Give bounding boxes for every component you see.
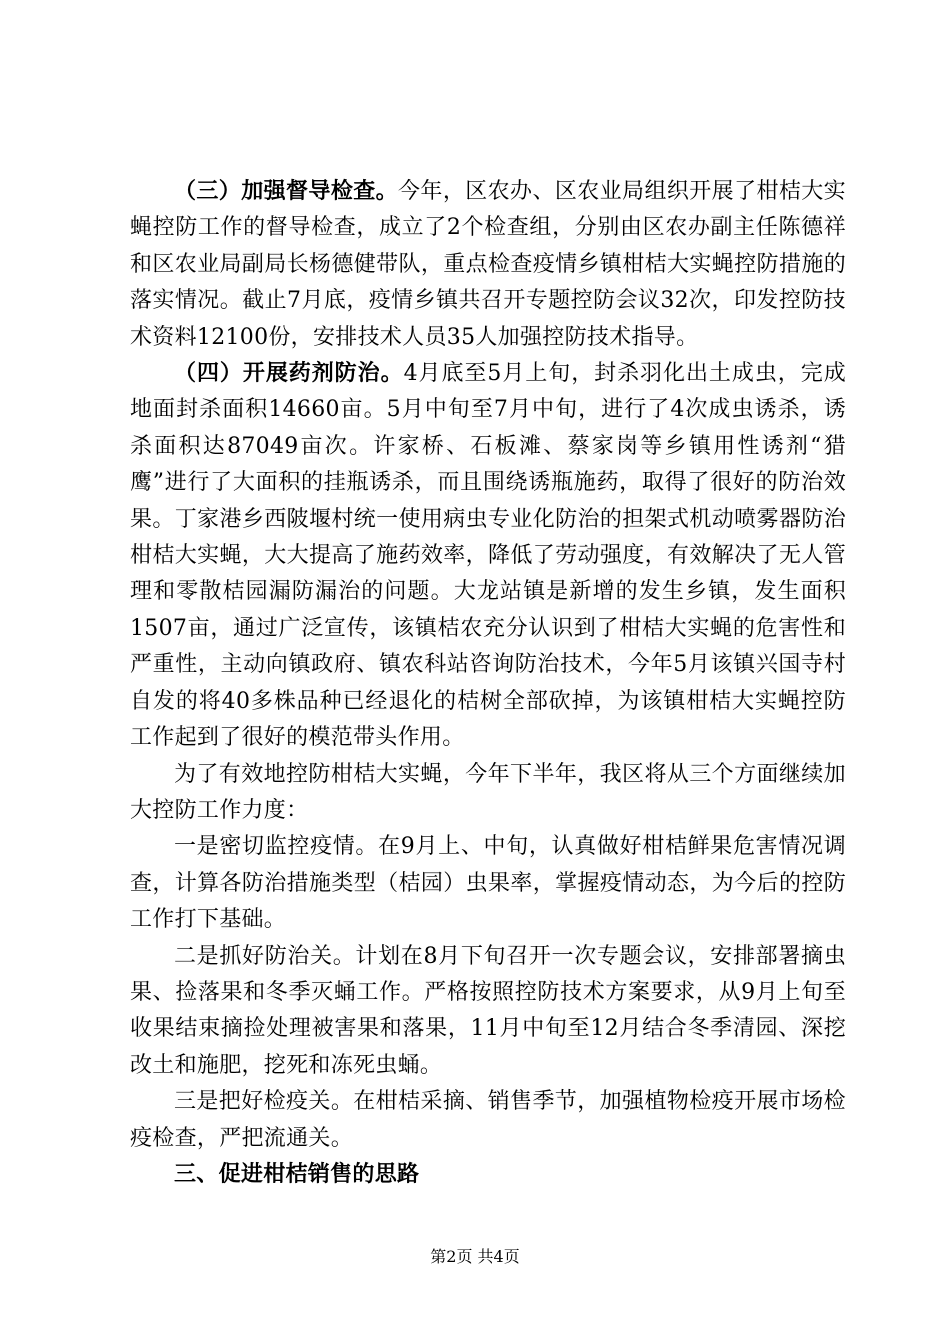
paragraph-plan-three bbox=[130, 1084, 846, 1157]
paragraph-plan-intro bbox=[130, 757, 846, 830]
document-body bbox=[130, 174, 846, 1193]
paragraph-chemical-control bbox=[130, 356, 846, 756]
paragraph-plan-one bbox=[130, 829, 846, 938]
paragraph-heading: （四）开展药剂防治。 bbox=[174, 361, 404, 387]
paragraph-supervision bbox=[130, 174, 846, 356]
paragraph-text: 今年，区农办、区农业局组织开展了柑桔大实蝇控防工作的督导检查，成立了2个检查组，分别由区农办副主任陈德祥和区农业局副局长杨德健带队，重点检查疫情乡镇柑桔大实蝇控防措施的落实情况。截止7月底，疫情乡镇共召开专题控防会议32次，印发控防技术资料12100份，安排技术人员35人加强控防技术指导。 bbox=[130, 179, 846, 350]
paragraph-text: 一是密切监控疫情。在9月上、中旬，认真做好柑桔鲜果危害情况调查，计算各防治措施类型（桔园）虫果率，掌握疫情动态，为今后的控防工作打下基础。 bbox=[130, 834, 846, 933]
paragraph-heading: （三）加强督导检查。 bbox=[174, 179, 399, 204]
paragraph-text: 4月底至5月上旬，封杀羽化出土成虫，完成地面封杀面积14660亩。5月中旬至7月中旬，进行了4次成虫诱杀，诱杀面积达87049亩次。许家桥、石板滩、蔡家岗等乡镇用性诱剂“猎鹰”进行了大面积的挂瓶诱杀，而且围绕诱瓶施药，取得了很好的防治效果。丁家港乡西陂堰村统一使用病虫专业化防治的担架式机动喷雾器防治柑桔大实蝇，大大提高了施药效率，降低了劳动强度，有效解决了无人管理和零散桔园漏防漏治的问题。大龙站镇是新增的发生乡镇，发生面积1507亩，通过广泛宣传，该镇桔农充分认识到了柑桔大实蝇的危害性和严重性，主动向镇政府、镇农科站咨询防治技术，今年5月该镇兴国寺村自发的将40多株品种已经退化的桔树全部砍掉，为该镇柑桔大实蝇控防工作起到了很好的模范带头作用。 bbox=[130, 361, 846, 751]
section-heading: 三、促进柑桔销售的思路 bbox=[174, 1161, 420, 1187]
paragraph-text: 三是把好检疫关。在柑桔采摘、销售季节，加强植物检疫开展市场检疫检查，严把流通关。 bbox=[130, 1089, 846, 1151]
page-number-footer: 第2页 共4页 bbox=[430, 1247, 520, 1266]
paragraph-text: 为了有效地控防柑桔大实蝇，今年下半年，我区将从三个方面继续加大控防工作力度： bbox=[130, 761, 846, 823]
paragraph-plan-two bbox=[130, 939, 846, 1085]
paragraph-text: 二是抓好防治关。计划在8月下旬召开一次专题会议，安排部署摘虫果、捡落果和冬季灭蛹工作。严格按照控防技术方案要求，从9月上旬至收果结束摘捡处理被害果和落果，11月中旬至12月结合冬季清园、深挖改土和施肥，挖死和冻死虫蛹。 bbox=[130, 943, 846, 1078]
